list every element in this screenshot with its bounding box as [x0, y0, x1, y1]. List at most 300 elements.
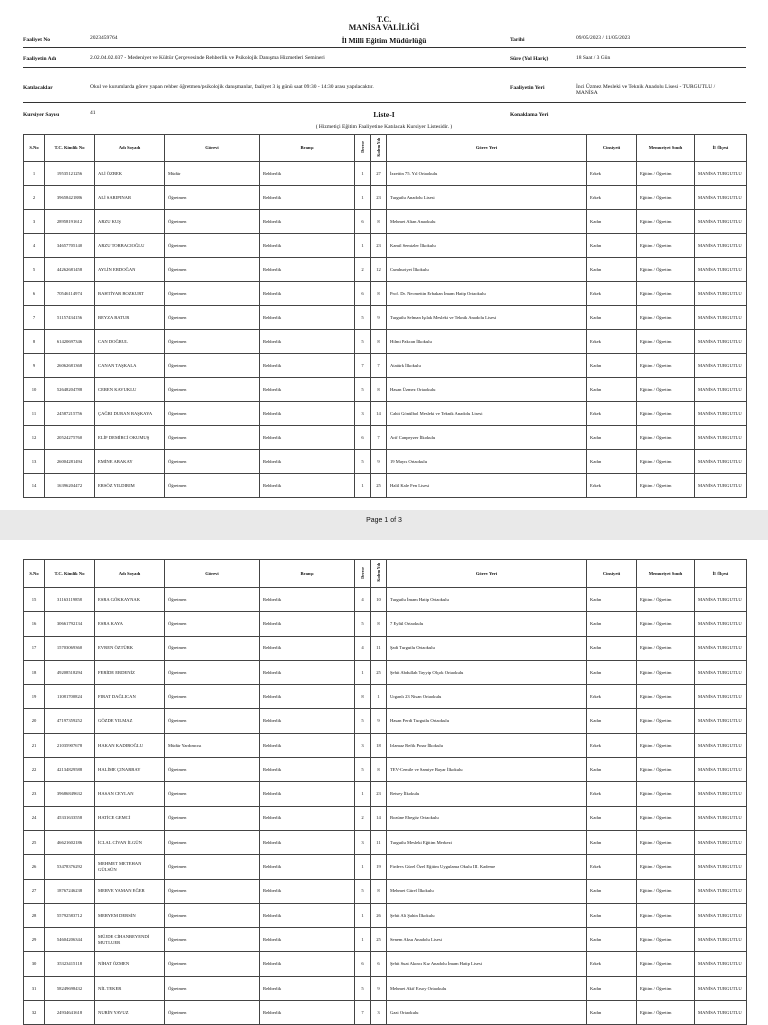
- cell-sinif: Eğitim / Öğretim: [637, 474, 695, 498]
- cell-sno: 25: [24, 830, 45, 854]
- cell-derece: 6: [355, 952, 371, 976]
- faaliyet-no-label: Faaliyet No: [23, 37, 51, 43]
- cell-name: HALİME ÇINARBAY: [95, 758, 165, 782]
- cell-gorev-yeri: Turgutlu Mesleki Eğitim Merkezi: [387, 830, 587, 854]
- cell-brans: Rehberlik: [260, 903, 355, 927]
- faaliyet-yeri-value: İnci Üzmez Mesleki ve Teknik Anadolu Lisesi - TURGUTLU / MANİSA: [576, 84, 716, 96]
- cell-il: MANİSA TURGUTLU: [695, 952, 747, 976]
- cell-tc: 61420697346: [45, 330, 95, 354]
- cell-cinsiyet: Erkek: [587, 162, 637, 186]
- table-header-row: [24, 135, 747, 162]
- cell-gorev: Öğretmen: [165, 879, 260, 903]
- cell-gorev-yeri: Hasan Ferdi Turgutlu Ortaokulu: [387, 709, 587, 733]
- table-row: [24, 426, 747, 450]
- col-il: İl /İlçesi: [695, 560, 747, 588]
- cell-sno: 3: [24, 210, 45, 234]
- cell-gorev-yeri: Cahit Gönülbol Mesleki ve Teknik Anadolu Lisesi: [387, 402, 587, 426]
- table-row: [24, 733, 747, 757]
- cell-gorev-yeri: Prof. Dr. Necmettin Erbakan İmam Hatip Ortaokulu: [387, 282, 587, 306]
- cell-il: MANİSA TURGUTLU: [695, 474, 747, 498]
- cell-cinsiyet: Kadın: [587, 903, 637, 927]
- cell-cinsiyet: Erkek: [587, 186, 637, 210]
- cell-derece: 1: [355, 474, 371, 498]
- cell-sinif: Eğitim / Öğretim: [637, 450, 695, 474]
- cell-sinif: Eğitim / Öğretim: [637, 162, 695, 186]
- cell-il: MANİSA TURGUTLU: [695, 354, 747, 378]
- header-mudurluk: İl Milli Eğitim Müdürlüğü: [341, 36, 427, 45]
- cell-name: ERSÖZ YILDIRIM: [95, 474, 165, 498]
- cell-sno: 17: [24, 636, 45, 660]
- cell-sno: 5: [24, 258, 45, 282]
- cell-cinsiyet: Kadın: [587, 636, 637, 660]
- cell-gorev-yeri: Atatürk İlkokulu: [387, 354, 587, 378]
- table-row: [24, 474, 747, 498]
- cell-derece: 5: [355, 612, 371, 636]
- cell-tc: 24587215756: [45, 402, 95, 426]
- header-tc: T.C.: [376, 15, 392, 24]
- cell-kidem: 26: [371, 903, 387, 927]
- cell-il: MANİSA TURGUTLU: [695, 879, 747, 903]
- cell-sno: 18: [24, 660, 45, 684]
- cell-name: HASAN CEYLAN: [95, 782, 165, 806]
- cell-sno: 4: [24, 234, 45, 258]
- cell-sinif: Eğitim / Öğretim: [637, 282, 695, 306]
- cell-sinif: Eğitim / Öğretim: [637, 685, 695, 709]
- cell-il: MANİSA TURGUTLU: [695, 258, 747, 282]
- cell-tc: 44262681458: [45, 258, 95, 282]
- cell-derece: 1: [355, 928, 371, 952]
- cell-brans: Rehberlik: [260, 306, 355, 330]
- cell-kidem: 9: [371, 976, 387, 1000]
- cell-gorev: Öğretmen: [165, 234, 260, 258]
- table-row: [24, 928, 747, 952]
- cell-name: NURİN YAVUZ: [95, 1001, 165, 1025]
- cell-sinif: Eğitim / Öğretim: [637, 306, 695, 330]
- cell-cinsiyet: Erkek: [587, 282, 637, 306]
- cell-derece: 7: [355, 354, 371, 378]
- cell-brans: Rehberlik: [260, 1001, 355, 1025]
- cell-sno: 28: [24, 903, 45, 927]
- cell-tc: 46621602186: [45, 830, 95, 854]
- cell-cinsiyet: Kadın: [587, 234, 637, 258]
- cell-sinif: Eğitim / Öğretim: [637, 402, 695, 426]
- cell-name: BEYZA BATUR: [95, 306, 165, 330]
- cell-gorev-yeri: Halil Kale Fen Lisesi: [387, 474, 587, 498]
- cell-cinsiyet: Kadın: [587, 450, 637, 474]
- table-row: [24, 354, 747, 378]
- cell-gorev: Öğretmen: [165, 806, 260, 830]
- cell-derece: 6: [355, 210, 371, 234]
- cell-gorev: Öğretmen: [165, 354, 260, 378]
- table-row: [24, 282, 747, 306]
- cell-il: MANİSA TURGUTLU: [695, 612, 747, 636]
- col-sinif: Memuriyet Sınıfı: [637, 560, 695, 588]
- col-tc: T.C. Kimlik No: [45, 560, 95, 588]
- cell-sinif: Eğitim / Öğretim: [637, 330, 695, 354]
- cell-gorev-yeri: İzzettin 75. Yıl Ortaokulu: [387, 162, 587, 186]
- cell-brans: Rehberlik: [260, 806, 355, 830]
- cell-tc: 19535121256: [45, 162, 95, 186]
- cell-sinif: Eğitim / Öğretim: [637, 830, 695, 854]
- cell-sno: 13: [24, 450, 45, 474]
- cell-kidem: 23: [371, 234, 387, 258]
- cell-sinif: Eğitim / Öğretim: [637, 186, 695, 210]
- cell-cinsiyet: Kadın: [587, 1001, 637, 1025]
- cell-gorev: Öğretmen: [165, 306, 260, 330]
- cell-sno: 16: [24, 612, 45, 636]
- col-derece: Derece: [360, 566, 365, 579]
- table-row: [24, 903, 747, 927]
- cell-il: MANİSA TURGUTLU: [695, 1001, 747, 1025]
- cell-cinsiyet: Kadın: [587, 306, 637, 330]
- cell-il: MANİSA TURGUTLU: [695, 306, 747, 330]
- cell-sno: 10: [24, 378, 45, 402]
- table-row: [24, 306, 747, 330]
- cell-cinsiyet: Kadın: [587, 588, 637, 612]
- table-row: [24, 402, 747, 426]
- cell-gorev: Müdür: [165, 162, 260, 186]
- cell-sinif: Eğitim / Öğretim: [637, 782, 695, 806]
- cell-sno: 14: [24, 474, 45, 498]
- cell-name: ÇAĞRI DURAN BAŞKAYA: [95, 402, 165, 426]
- cell-brans: Rehberlik: [260, 879, 355, 903]
- cell-kidem: 8: [371, 758, 387, 782]
- cell-cinsiyet: Kadın: [587, 258, 637, 282]
- cell-cinsiyet: Kadın: [587, 426, 637, 450]
- cell-sno: 31: [24, 976, 45, 1000]
- cell-name: ARZU KUŞ: [95, 210, 165, 234]
- cell-gorev-yeri: Cumhuriyet İlkokulu: [387, 258, 587, 282]
- cell-gorev: Öğretmen: [165, 210, 260, 234]
- cell-tc: 53478376292: [45, 855, 95, 879]
- cell-brans: Rehberlik: [260, 210, 355, 234]
- cell-il: MANİSA TURGUTLU: [695, 378, 747, 402]
- cell-gorev-yeri: Mehmet Gürel İlkokulu: [387, 879, 587, 903]
- cell-sno: 19: [24, 685, 45, 709]
- table-row: [24, 879, 747, 903]
- table-row: [24, 782, 747, 806]
- cell-kidem: 3: [371, 1001, 387, 1025]
- cell-gorev-yeri: Kamil Semizler İlkokulu: [387, 234, 587, 258]
- cell-tc: 39686849632: [45, 782, 95, 806]
- cell-gorev-yeri: Şadi Turgutlu Ortaokulu: [387, 636, 587, 660]
- cell-il: MANİSA TURGUTLU: [695, 282, 747, 306]
- list-title: Liste-I: [373, 110, 395, 119]
- table-row: [24, 378, 747, 402]
- cell-sno: 23: [24, 782, 45, 806]
- cell-il: MANİSA TURGUTLU: [695, 186, 747, 210]
- cell-cinsiyet: Erkek: [587, 330, 637, 354]
- col-gorev-yeri: Görev Yeri: [387, 560, 587, 588]
- col-gorev-yeri: Görev Yeri: [387, 135, 587, 162]
- cell-gorev-yeri: Turgutlu Anadolu Lisesi: [387, 186, 587, 210]
- cell-gorev: Öğretmen: [165, 782, 260, 806]
- cell-tc: 30661792134: [45, 612, 95, 636]
- cell-il: MANİSA TURGUTLU: [695, 660, 747, 684]
- col-cinsiyet: Cinsiyeti: [587, 560, 637, 588]
- cell-gorev: Öğretmen: [165, 709, 260, 733]
- cell-derece: 3: [355, 830, 371, 854]
- cell-derece: 5: [355, 330, 371, 354]
- cell-gorev: Öğretmen: [165, 258, 260, 282]
- cell-tc: 45331633558: [45, 806, 95, 830]
- cell-name: EMİNE ABAKAY: [95, 450, 165, 474]
- cell-il: MANİSA TURGUTLU: [695, 234, 747, 258]
- cell-gorev: Öğretmen: [165, 855, 260, 879]
- cell-cinsiyet: Kadın: [587, 879, 637, 903]
- tarih-label: Tarihi: [510, 37, 525, 43]
- cell-name: MÜJDE CİHANBEYENDİ MUTLUER: [95, 928, 165, 952]
- cell-cinsiyet: Erkek: [587, 855, 637, 879]
- col-kidem: Kıdem Yılı: [376, 563, 381, 582]
- cell-derece: 5: [355, 378, 371, 402]
- cell-derece: 1: [355, 186, 371, 210]
- cell-brans: Rehberlik: [260, 733, 355, 757]
- cell-il: MANİSA TURGUTLU: [695, 928, 747, 952]
- cell-brans: Rehberlik: [260, 330, 355, 354]
- cell-derece: 5: [355, 306, 371, 330]
- cell-kidem: 8: [371, 612, 387, 636]
- cell-brans: Rehberlik: [260, 976, 355, 1000]
- cell-il: MANİSA TURGUTLU: [695, 426, 747, 450]
- cell-kidem: 12: [371, 258, 387, 282]
- cell-gorev: Öğretmen: [165, 426, 260, 450]
- cell-gorev-yeri: Hilmi Pakcan İlkokulu: [387, 330, 587, 354]
- cell-brans: Rehberlik: [260, 612, 355, 636]
- sure-value: 18 Saat / 3 Gün: [576, 55, 611, 61]
- kursiyer-sayisi-value: 41: [90, 110, 96, 116]
- cell-derece: 7: [355, 1001, 371, 1025]
- cell-kidem: 8: [371, 210, 387, 234]
- cell-name: ARZU TORBACIOĞLU: [95, 234, 165, 258]
- table-row: [24, 588, 747, 612]
- cell-gorev-yeri: Bozüne Ebegöz Ortaokulu: [387, 806, 587, 830]
- cell-il: MANİSA TURGUTLU: [695, 903, 747, 927]
- cell-derece: 5: [355, 450, 371, 474]
- cell-name: ALİ ÖZBEK: [95, 162, 165, 186]
- col-il: İl /İlçesi: [695, 135, 747, 162]
- cell-derece: 1: [355, 855, 371, 879]
- cell-kidem: 27: [371, 162, 387, 186]
- cell-kidem: 8: [371, 879, 387, 903]
- tarih-value: 09/05/2023 / 11/05/2023: [576, 35, 631, 41]
- cell-derece: 3: [355, 733, 371, 757]
- cell-gorev: Öğretmen: [165, 660, 260, 684]
- cell-sno: 26: [24, 855, 45, 879]
- cell-derece: 5: [355, 758, 371, 782]
- cell-cinsiyet: Kadın: [587, 928, 637, 952]
- cell-tc: 26004281494: [45, 450, 95, 474]
- col-cinsiyet: Cinsiyeti: [587, 135, 637, 162]
- cell-kidem: 18: [371, 733, 387, 757]
- cell-brans: Rehberlik: [260, 186, 355, 210]
- cell-gorev: Öğretmen: [165, 830, 260, 854]
- header-valilik: MANİSA VALİLİĞİ: [348, 23, 420, 32]
- cell-gorev: Öğretmen: [165, 1001, 260, 1025]
- cell-kidem: 23: [371, 782, 387, 806]
- cell-gorev: Öğretmen: [165, 402, 260, 426]
- table-row: [24, 186, 747, 210]
- cell-sno: 15: [24, 588, 45, 612]
- list-subtitle: ( Hizmetiçi Eğitim Faaliyetine Katılacak Kursiyer Listesidir. ): [315, 124, 453, 130]
- cell-sno: 11: [24, 402, 45, 426]
- cell-il: MANİSA TURGUTLU: [695, 709, 747, 733]
- cell-il: MANİSA TURGUTLU: [695, 685, 747, 709]
- cell-sno: 2: [24, 186, 45, 210]
- table-row: [24, 660, 747, 684]
- cell-kidem: 25: [371, 928, 387, 952]
- participant-table-page-2: [23, 559, 747, 1025]
- cell-brans: Rehberlik: [260, 378, 355, 402]
- table-row: [24, 976, 747, 1000]
- col-sno: S.No: [24, 560, 45, 588]
- cell-brans: Rehberlik: [260, 282, 355, 306]
- cell-tc: 31163119858: [45, 588, 95, 612]
- cell-name: CANAN TAŞKALA: [95, 354, 165, 378]
- cell-kidem: 7: [371, 426, 387, 450]
- cell-kidem: 8: [371, 378, 387, 402]
- cell-tc: 51157434156: [45, 306, 95, 330]
- cell-il: MANİSA TURGUTLU: [695, 588, 747, 612]
- cell-cinsiyet: Erkek: [587, 782, 637, 806]
- cell-sinif: Eğitim / Öğretim: [637, 636, 695, 660]
- cell-il: MANİSA TURGUTLU: [695, 758, 747, 782]
- cell-derece: 2: [355, 806, 371, 830]
- cell-gorev-yeri: Urganlı 23 Nisan Ortaokulu: [387, 685, 587, 709]
- faaliyet-adi-label: Faaliyetin Adı: [23, 56, 57, 62]
- cell-name: FIRAT DAĞLICAN: [95, 685, 165, 709]
- cell-gorev-yeri: Senem Aksu Anadolu Lisesi: [387, 928, 587, 952]
- cell-derece: 1: [355, 782, 371, 806]
- cell-cinsiyet: Erkek: [587, 402, 637, 426]
- cell-name: AYLİN ERDOĞAN: [95, 258, 165, 282]
- sure-label: Süre (Yol Hariç): [510, 56, 549, 62]
- cell-name: NİHAT ÖZMEN: [95, 952, 165, 976]
- document-page-1: [0, 0, 768, 510]
- cell-derece: 1: [355, 903, 371, 927]
- cell-name: HATİCE GEMCİ: [95, 806, 165, 830]
- page-number: Page 1 of 3: [366, 517, 402, 524]
- table-row: [24, 830, 747, 854]
- cell-kidem: 9: [371, 450, 387, 474]
- cell-tc: 26062681368: [45, 354, 95, 378]
- cell-derece: 6: [355, 282, 371, 306]
- cell-gorev: Öğretmen: [165, 685, 260, 709]
- cell-sinif: Eğitim / Öğretim: [637, 1001, 695, 1025]
- cell-kidem: 25: [371, 660, 387, 684]
- cell-brans: Rehberlik: [260, 588, 355, 612]
- cell-sinif: Eğitim / Öğretim: [637, 426, 695, 450]
- cell-name: EVREN ÖZTÜRK: [95, 636, 165, 660]
- cell-tc: 35323415118: [45, 952, 95, 976]
- cell-name: MEHMET METEHAN GÜLSÜN: [95, 855, 165, 879]
- cell-gorev: Öğretmen: [165, 903, 260, 927]
- cell-brans: Rehberlik: [260, 450, 355, 474]
- cell-derece: 8: [355, 685, 371, 709]
- cell-cinsiyet: Kadın: [587, 660, 637, 684]
- cell-name: NİL TEKER: [95, 976, 165, 1000]
- cell-il: MANİSA TURGUTLU: [695, 210, 747, 234]
- cell-gorev: Öğretmen: [165, 612, 260, 636]
- cell-gorev: Öğretmen: [165, 378, 260, 402]
- cell-kidem: 7: [371, 354, 387, 378]
- cell-kidem: 8: [371, 330, 387, 354]
- col-derece: Derece: [360, 141, 365, 153]
- cell-brans: Rehberlik: [260, 855, 355, 879]
- participant-table-page-1: [23, 134, 747, 498]
- cell-sno: 7: [24, 306, 45, 330]
- cell-tc: 11081700824: [45, 685, 95, 709]
- cell-sno: 29: [24, 928, 45, 952]
- cell-derece: 4: [355, 636, 371, 660]
- cell-brans: Rehberlik: [260, 758, 355, 782]
- cell-brans: Rehberlik: [260, 952, 355, 976]
- cell-brans: Rehberlik: [260, 258, 355, 282]
- cell-il: MANİSA TURGUTLU: [695, 636, 747, 660]
- col-sinif: Memuriyet Sınıfı: [637, 135, 695, 162]
- cell-tc: 54604206344: [45, 928, 95, 952]
- cell-sno: 27: [24, 879, 45, 903]
- cell-sinif: Eğitim / Öğretim: [637, 612, 695, 636]
- cell-brans: Rehberlik: [260, 234, 355, 258]
- cell-name: CEREN KAVUKLU: [95, 378, 165, 402]
- cell-tc: 52648204788: [45, 378, 95, 402]
- cell-sinif: Eğitim / Öğretim: [637, 588, 695, 612]
- cell-gorev: Öğretmen: [165, 758, 260, 782]
- table-row: [24, 234, 747, 258]
- cell-sno: 8: [24, 330, 45, 354]
- cell-il: MANİSA TURGUTLU: [695, 806, 747, 830]
- cell-derece: 5: [355, 879, 371, 903]
- cell-brans: Rehberlik: [260, 354, 355, 378]
- cell-kidem: 8: [371, 282, 387, 306]
- cell-name: ESRA GÖKKAYNAK: [95, 588, 165, 612]
- cell-kidem: 25: [371, 474, 387, 498]
- col-gorev: Görevi: [165, 560, 260, 588]
- cell-tc: 18767246238: [45, 879, 95, 903]
- cell-gorev-yeri: Şehit Suat Akıncı Kız Anadolu İmam Hatip Lisesi: [387, 952, 587, 976]
- table-row: [24, 806, 747, 830]
- cell-gorev-yeri: Gazi Ortaokulu: [387, 1001, 587, 1025]
- cell-gorev: Öğretmen: [165, 282, 260, 306]
- cell-brans: Rehberlik: [260, 660, 355, 684]
- cell-sinif: Eğitim / Öğretim: [637, 234, 695, 258]
- cell-tc: 58249698432: [45, 976, 95, 1000]
- cell-cinsiyet: Erkek: [587, 685, 637, 709]
- cell-gorev-yeri: Mehmet Akif Ersoy Ortaokulu: [387, 976, 587, 1000]
- cell-il: MANİSA TURGUTLU: [695, 976, 747, 1000]
- cell-derece: 5: [355, 709, 371, 733]
- cell-cinsiyet: Kadın: [587, 830, 637, 854]
- cell-kidem: 6: [371, 952, 387, 976]
- cell-sno: 20: [24, 709, 45, 733]
- cell-name: CAN DOĞRUL: [95, 330, 165, 354]
- cell-brans: Rehberlik: [260, 928, 355, 952]
- cell-tc: 34657705140: [45, 234, 95, 258]
- cell-sinif: Eğitim / Öğretim: [637, 903, 695, 927]
- cell-cinsiyet: Erkek: [587, 952, 637, 976]
- cell-kidem: 14: [371, 402, 387, 426]
- cell-name: FERİDE ERDENİZ: [95, 660, 165, 684]
- cell-name: İCLAL CİVAN İLGÜN: [95, 830, 165, 854]
- cell-brans: Rehberlik: [260, 685, 355, 709]
- cell-tc: 55792583712: [45, 903, 95, 927]
- cell-name: MERYEM DERSİN: [95, 903, 165, 927]
- cell-gorev-yeri: Retsey İlkokulu: [387, 782, 587, 806]
- cell-gorev-yeri: Arif Canpeyzer İlkokulu: [387, 426, 587, 450]
- cell-derece: 5: [355, 976, 371, 1000]
- cell-gorev: Öğretmen: [165, 976, 260, 1000]
